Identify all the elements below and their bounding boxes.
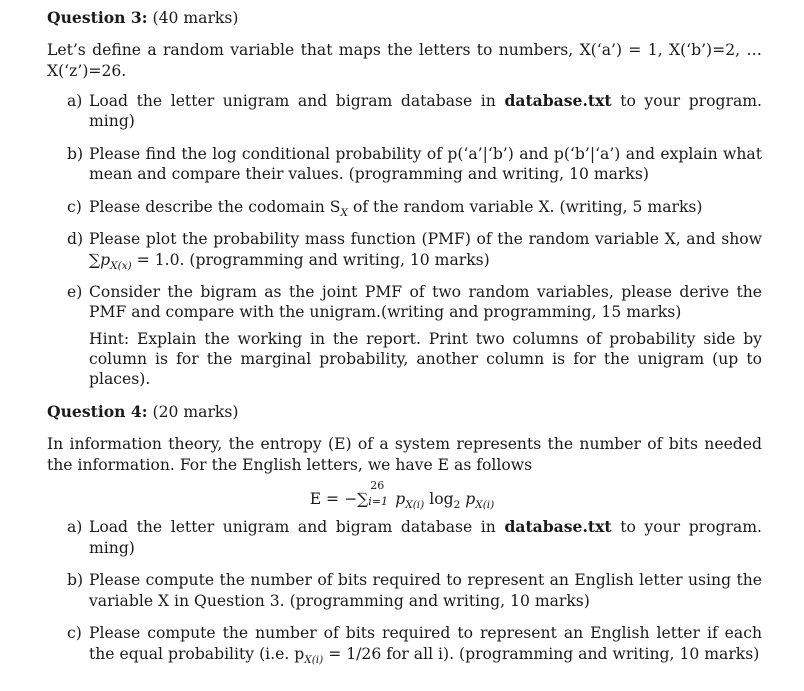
q3-e-label: e): [67, 283, 83, 301]
q3-hint-line-3: places).: [89, 370, 151, 388]
q4-b-label: b): [67, 571, 84, 589]
q3-a-line-2: ming): [89, 112, 135, 130]
q3-intro-line-1: Let’s define a random variable that maps the letters to numbers, X(‘a’) = 1, X(‘b’)=2, …: [47, 41, 762, 59]
eq-p1-sub: X(i): [405, 499, 425, 511]
q3-d-label: d): [67, 230, 84, 248]
sum-symbol: ∑: [89, 251, 101, 269]
q3-e-line-2: PMF and compare with the unigram.(writing and programming, 15 marks): [89, 303, 682, 321]
q3-b-line-1: Please find the log conditional probability of p(‘a’|‘b’) and p(‘b’|‘a’) and explain what: [89, 145, 762, 163]
q3-d-line-1: Please plot the probability mass function (PMF) of the random variable X, and show: [89, 230, 762, 248]
q3-d-subscript: X(x): [110, 260, 132, 272]
q3-heading: [47, 8, 238, 28]
q3-b-label: b): [67, 145, 84, 163]
q3-a-filename: database.txt: [504, 91, 612, 110]
q3-intro-line-2: X(‘z’)=26.: [47, 62, 127, 80]
eq-upper-limit: 26: [370, 479, 385, 492]
q3-a-line-1: [89, 91, 762, 113]
q4-title: Question 4:: [47, 402, 148, 421]
q4-marks: (20 marks): [152, 403, 239, 421]
eq-lhs: E = −∑: [309, 490, 369, 508]
q4-c-line-2: [89, 644, 759, 666]
q3-a-label: a): [67, 92, 83, 110]
q4-c-text-1: the equal probability (i.e. p: [89, 645, 305, 663]
q3-d-text: = 1.0. (programming and writing, 10 marks): [131, 251, 490, 269]
q3-d-line-2: [89, 250, 490, 272]
eq-limits: [368, 479, 390, 508]
q3-hint-line-1: Hint: Explain the working in the report. Print two columns of probability side by: [89, 330, 762, 348]
q3-c-line-1: [89, 197, 703, 219]
q3-a-text-2: to your program.: [620, 92, 762, 110]
q3-e-line-1: Consider the bigram as the joint PMF of two random variables, please derive the: [89, 283, 762, 301]
q4-c-label: c): [67, 624, 82, 642]
q4-a-text-2: to your program.: [620, 518, 762, 536]
q3-b-line-2: mean and compare their values. (programming and writing, 10 marks): [89, 165, 649, 183]
q4-a-line-1: [89, 517, 762, 539]
q4-c-text-2: = 1/26 for all i). (programming and writing, 10 marks): [323, 645, 760, 663]
q3-title: Question 3:: [47, 8, 148, 27]
entropy-equation: [0, 479, 804, 511]
q3-c-text-2: of the random variable X. (writing, 5 marks): [347, 198, 703, 216]
q3-c-text-1: Please describe the codomain S: [89, 198, 341, 216]
eq-log-base: 2: [453, 499, 461, 511]
q4-c-subscript: X(i): [304, 654, 324, 666]
q3-hint-line-2: column is for the marginal probability, another column is for the unigram (up to: [89, 350, 762, 368]
eq-p2: p: [460, 490, 476, 508]
eq-log: log: [424, 490, 454, 508]
q3-d-pmf: p: [100, 251, 111, 269]
q4-a-line-2: ming): [89, 539, 135, 557]
q3-c-label: c): [67, 198, 82, 216]
q4-intro-line-2: the information. For the English letters, we have E as follows: [47, 456, 533, 474]
q4-a-filename: database.txt: [504, 517, 612, 536]
eq-lower-limit: i=1: [368, 495, 389, 508]
q4-c-line-1: Please compute the number of bits required to represent an English letter if each: [89, 624, 762, 642]
eq-p2-sub: X(i): [475, 499, 495, 511]
q4-b-line-2: variable X in Question 3. (programming and writing, 10 marks): [89, 592, 590, 610]
q4-a-label: a): [67, 518, 83, 536]
q4-b-line-1: Please compute the number of bits required to represent an English letter using the: [89, 571, 762, 589]
q4-a-text-1: Load the letter unigram and bigram database in: [89, 518, 496, 536]
eq-p1: p: [390, 490, 406, 508]
q3-marks: (40 marks): [152, 9, 239, 27]
q3-a-text-1: Load the letter unigram and bigram database in: [89, 92, 496, 110]
q4-intro-line-1: In information theory, the entropy (E) of a system represents the number of bits needed: [47, 435, 762, 453]
q3-c-subscript: X: [340, 207, 348, 219]
q4-heading: [47, 402, 238, 422]
